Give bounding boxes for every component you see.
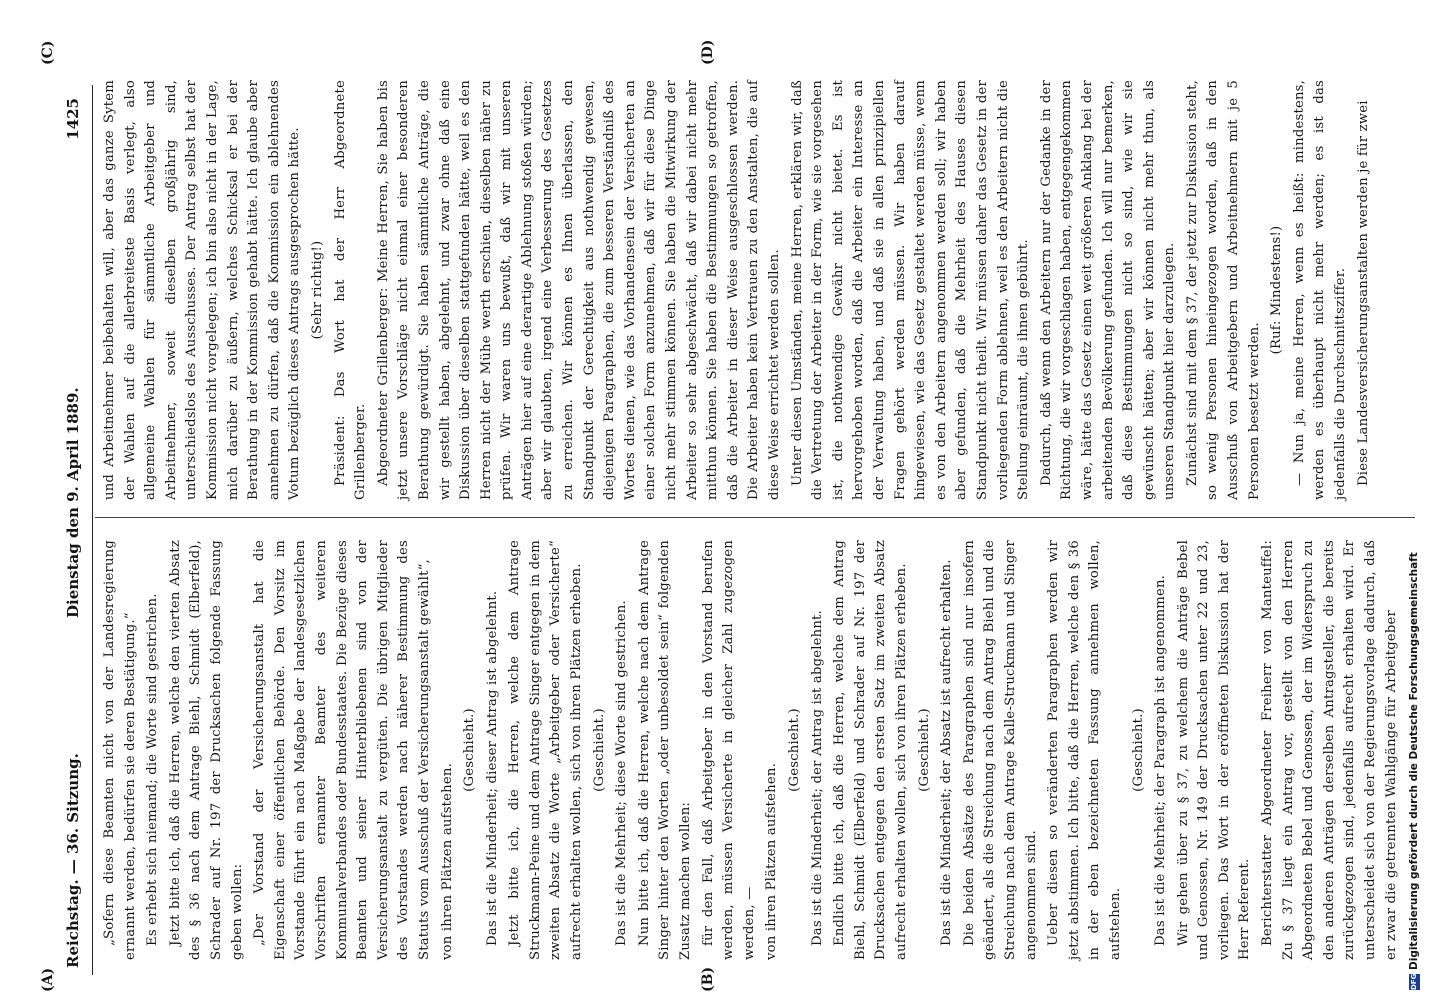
paragraph: Das ist die Minderheit; dieser Antrag ist abgelehnt. — [484, 590, 500, 946]
page-number: 1425 — [64, 98, 82, 140]
paragraph: Das ist die Minderheit; der Absatz ist aufrecht erhalten. — [939, 559, 955, 946]
dfg-logo: DFG — [1410, 973, 1418, 990]
speaker-paragraph: Berichterstatter Abgeordneter Freiherr von Manteuffel: Zu § 37 liegt ein Antrag vor, gestellt von den Herren Abgeordneten Bebel und Genossen, der im Widerspruch zu den anderen Anträgen derselben Antragsteller, die bereits zurückgezogen sind, jedenfalls aufrecht erhalten wird. Er unterscheidet sich von der Regierungsvorlage dadurch, daß er zwar die getrennten Wahlgänge für Arbeitgeber — [1260, 540, 1399, 960]
margin-marker-c: (C) — [40, 40, 56, 65]
paragraph: — Nun ja, meine Herren, wenn es heißt: mindestens, werden es überhaupt nicht mehr werden; es ist das jedenfalls die Durchschnittsziffer. — [1291, 80, 1349, 500]
paragraph: „Der Vorstand der Versicherungsanstalt hat die Eigenschaft einer öffentlichen Behörde. Den Vorsitz im Vorstande führt ein nach Maßgabe der landesgesetzlichen Vorschriften ernannter Beamter des weiteren Kommunalverbandes oder Bundesstaates. Die Bezüge dieses Beamten und seiner Hinterbliebenen sind von der Versicherungsanstalt zu vergüten. Die übrigen Mitglieder des Vorstandes werden nach näherer Bestimmung des Statuts vom Ausschuß der Versicherungsanstalt gewählt“, — [252, 540, 432, 960]
paragraph: von ihren Plätzen aufstehen. — [764, 763, 780, 960]
margin-marker-a: (A) — [40, 967, 56, 992]
page-header — [60, 98, 90, 968]
paragraph: von ihren Plätzen aufstehen. — [439, 763, 455, 960]
header-rule — [92, 85, 93, 975]
paragraph: Unter diesen Umständen, meine Herren, erklären wir, daß die Vertretung der Arbeiter in der Form, wie sie vorgesehen ist, die nothwendige Gewähr nicht bietet. Es ist hervorgehoben worden, daß die Arbeiter ein Interesse an der Verwaltung haben, und daß sie in allen prinzipiellen Fragen gehört werden müssen. Wir haben darauf hingewiesen, wie das Gesetz gestaltet werden müsse, wenn es von den Arbeitern angenommen werden soll; wir haben aber gefunden, daß die Mehrheit des Hauses diesen Standpunkt nicht theilt. Wir müssen daher das Gesetz in der vorliegenden Form ablehnen, weil es den Arbeitern nicht die Stellung einräumt, die ihnen gebührt. — [789, 80, 1032, 500]
paragraph: Das ist die Mehrheit; der Paragraph ist angenommen. — [1153, 574, 1169, 946]
stage-direction: (Geschieht.) — [1130, 708, 1146, 792]
paragraph: für den Fall, daß Arbeitgeber in den Vorstand berufen werden, müssen Versicherte in gleicher Zahl zugezogen werden, — — [700, 540, 757, 960]
left-column — [100, 540, 1404, 960]
margin-marker-b: (B) — [700, 966, 716, 992]
speaker-paragraph: Abgeordneter Grillenberger: Meine Herren, Sie haben bis jetzt unsere Vorschläge nicht einmal einer besonderen Berathung gewürdigt. Sie haben sämmtliche Anträge, die wir gestellt haben, abgelehnt, und zwar ohne daß eine Diskussion über dieselben stattgefunden hätte, weil es den Herren nicht der Mühe werth erschien, dieselben näher zu prüfen. Wir waren uns bewußt, daß wir mit unseren Anträgen hier auf eine derartige Ablehnung stoßen würden; aber wir glaubten, irgend eine Verbesserung des Gesetzes zu erreichen. Wir können es Ihnen überlassen, den Standpunkt der Gerechtigkeit aus nothwendig gewesen, diejenigen Paragraphen, die zum besseren Verständniß des Wortes dienen, wie das Vorhandensein der Versicherten an einer solchen Form anzunehmen, daß wir für diese Dinge nicht mehr stimmen können. Sie haben die Mitwirkung der Arbeiter so sehr abgeschwächt, daß wir dabei nicht mehr mitthun können. Sie haben die Bestimmungen so getroffen, daß die Arbeiter in dieser Weise ausgeschlossen werden. Die Arbeiter haben kein Vertrauen zu den Anstalten, die auf diese Weise errichtet werden sollen. — [375, 80, 782, 500]
paragraph: und Arbeitnehmer beibehalten will, aber das ganze Sytem der Wahlen auf die allerbreiteste Basis verlegt, also allgemeine Wahlen für sämmtliche Arbeitgeber und Arbeitnehmer, soweit dieselben großjährig sind, unterschiedslos des Ausschusses. Der Antrag selbst hat der Kommission nicht vorgelegen; ich bin also nicht in der Lage, mich darüber zu äußern, welches Schicksal er bei der Berathung in der Kommission gehabt hätte. Ich glaube aber annehmen zu dürfen, daß die Kommission ein ablehnendes Votum bezüglich dieses Antrags ausgesprochen hätte. — [102, 80, 303, 500]
stage-direction: (Sehr richtig!) — [309, 240, 325, 340]
stage-direction: (Geschieht.) — [462, 708, 478, 792]
paragraph: „Sofern diese Beamten nicht von der Landesregierung ernannt werden, bedürfen sie deren Bestätigung.“ — [102, 540, 138, 960]
digitization-credit: Digitalisierung gefördert durch die Deutsche Forschungsgemeinschaft — [1408, 552, 1420, 970]
paragraph: Es erhebt sich niemand; die Worte sind gestrichen. — [145, 593, 161, 946]
digitization-footer — [1404, 0, 1432, 1000]
paragraph: Das ist die Minderheit; der Antrag ist abgelehnt. — [809, 610, 825, 946]
paragraph: Jetzt bitte ich, die Herren, welche dem Antrage Struckmann-Peine und dem Antrage Singer entgegen in dem zweiten Absatz die Worte „Arbeitgeber oder Versicherte“ aufrecht erhalten wollen, sich von ihren Plätzen erheben. — [507, 540, 585, 960]
paragraph: Dadurch, daß wenn den Arbeitern nur der Gedanke in der Richtung, die wir vorgeschlagen haben, entgegengekommen wäre, hätte das Gesetz einen weit größeren Anklang bei der arbeitenden Bevölkerung gefunden. Ich will nur bemerken, daß diese Bestimmungen nicht so sind, wie wir sie gewünscht hätten; aber wir können nicht mehr thun, als unseren Standpunkt hier darzulegen. — [1038, 80, 1178, 500]
paragraph: Wir gehen über zu § 37, zu welchem die Anträge Bebel und Genossen, Nr. 149 der Drucksachen unter 22 und 23, vorliegen. Das Wort in der eröffneten Diskussion hat der Herr Referent. — [1175, 540, 1253, 960]
stage-direction: (Geschieht.) — [591, 708, 607, 792]
paragraph: Die beiden Absätze des Paragraphen sind nur insofern geändert, als die Streichung nach dem Antrag Biehl und die Streichung nach dem Antrage Kalle-Struckmann und Singer angenommen sind. — [961, 540, 1039, 960]
paragraph: Ueber diesen so veränderten Paragraphen werden wir jetzt abstimmen. Ich bitte, daß die Herren, welche den § 36 in der eben bezeichneten Fassung annehmen wollen, aufstehen. — [1046, 540, 1123, 960]
paragraph: Zunächst sind mit dem § 37, der jetzt zur Diskussion steht, so wenig Personen hineingezogen worden, daß in den Ausschuß von Arbeitgebern und Arbeitnehmern mit je 5 Personen besetzt werden. — [1184, 80, 1262, 500]
speaker-paragraph: Präsident: Das Wort hat der Herr Abgeordnete Grillenberger. — [332, 80, 369, 500]
paragraph: Endlich bitte ich, daß die Herren, welche dem Antrag Biehl, Schmidt (Elberfeld) und Schrader auf Nr. 197 der Drucksachen entgegen den ersten Satz im zweiten Absatz aufrecht erhalten wollen, sich von ihren Plätzen erheben. — [832, 540, 909, 960]
header-date: Dienstag den 9. April 1889. — [64, 387, 82, 618]
paragraph: Jetzt bitte ich, daß die Herren, welche den vierten Absatz des § 36 nach dem Antrage Biehl, Schmidt (Elberfeld), Schrader auf Nr. 197 der Drucksachen folgende Fassung geben wollen: — [167, 540, 245, 960]
stage-direction: (Geschieht.) — [787, 708, 802, 792]
stage-direction: (Ruf: Mindestens!) — [1269, 225, 1285, 355]
column-divider — [95, 517, 1415, 518]
header-journal: Reichstag. — 36. Sitzung. — [64, 753, 82, 968]
paragraph: Diese Landesversicherungsanstalten werden je für zwei — [1355, 100, 1371, 486]
paragraph: Nun bitte ich, daß die Herren, welche nach dem Antrage Singer hinter den Worten „oder unbesoldet sein“ folgenden Zusatz machen wollen: — [636, 540, 694, 960]
paragraph: Das ist die Mehrheit; diese Worte sind gestrichen. — [614, 600, 630, 946]
margin-marker-d: (D) — [700, 39, 716, 65]
right-column — [100, 80, 1376, 500]
stage-direction: (Geschieht.) — [916, 708, 932, 792]
